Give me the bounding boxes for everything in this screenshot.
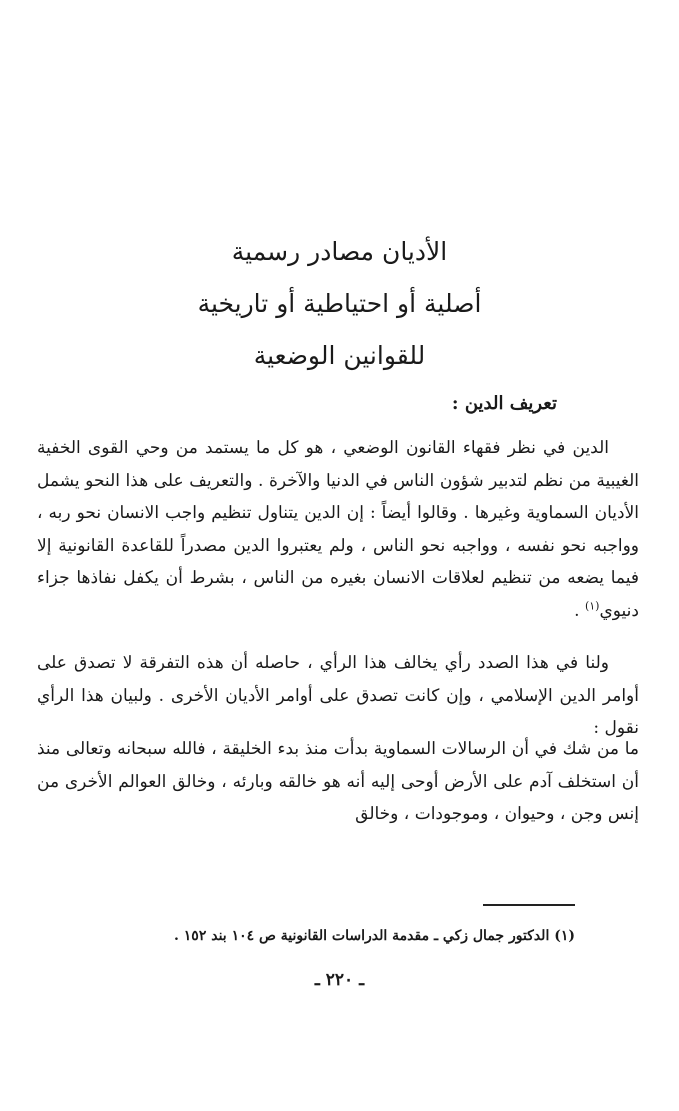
paragraph-1 xyxy=(37,432,639,628)
section-heading: تعريف الدين : xyxy=(451,393,557,414)
paragraph-1-end: . xyxy=(574,600,585,621)
paragraph-3 xyxy=(37,733,639,831)
page-number: ـ ٢٢٠ ـ xyxy=(314,970,365,990)
paragraph-1-text xyxy=(37,432,639,628)
title-line-1: الأديان مصادر رسمية xyxy=(231,237,448,266)
paragraph-2-text: ولنا في هذا الصدد رأي يخالف هذا الرأي ، حاصله أن هذه التفرقة لا تصدق على أوامر الدين الإسلامي ، وإن كانت تصدق على أوامر الأديان الأخرى . ولبيان هذا الرأي نقول : xyxy=(37,653,639,739)
paragraph-2 xyxy=(37,647,639,745)
paragraph-1-main: الدين في نظر فقهاء القانون الوضعي ، هو كل ما يستمد من وحي القوى الخفية الغيبية من نظم لتدبير شؤون الناس في الدنيا والآخرة . والتعريف على هذا النحو يشمل الأديان السماوية وغيرها . وقالوا أيضاً : إن الدين يتناول تنظيم واجب الانسان نحو ربه ، وواجبه نحو نفسه ، وواجبه نحو الناس ، ولم يعتبروا الدين مصدراً للقاعدة القانونية إلا فيما يضعه من تنظيم لعلاقات الانسان بغيره من الناس ، بشرط أن يكفل نفاذها جزاء دنيوي xyxy=(37,438,639,621)
footnote-reference: (١) xyxy=(584,599,600,613)
chapter-title xyxy=(0,226,679,382)
title-line-3: للقوانين الوضعية xyxy=(253,341,426,370)
footnote-divider xyxy=(483,904,575,906)
title-line-2: أصلية أو احتياطية أو تاريخية xyxy=(197,289,482,318)
footnote-1: (١) الدكتور جمال زكي ـ مقدمة الدراسات القانونية ص ١٠٤ بند ١٥٢ . xyxy=(174,928,575,944)
paragraph-3-text: ما من شك في أن الرسالات السماوية بدأت منذ بدء الخليقة ، فالله سبحانه وتعالى منذ أن استخلف آدم على الأرض أوحى إليه أنه هو خالقه وبارئه ، وخالق العوالم الأخرى من إنس وجن ، وحيوان ، وموجودات ، وخالق xyxy=(37,739,639,825)
